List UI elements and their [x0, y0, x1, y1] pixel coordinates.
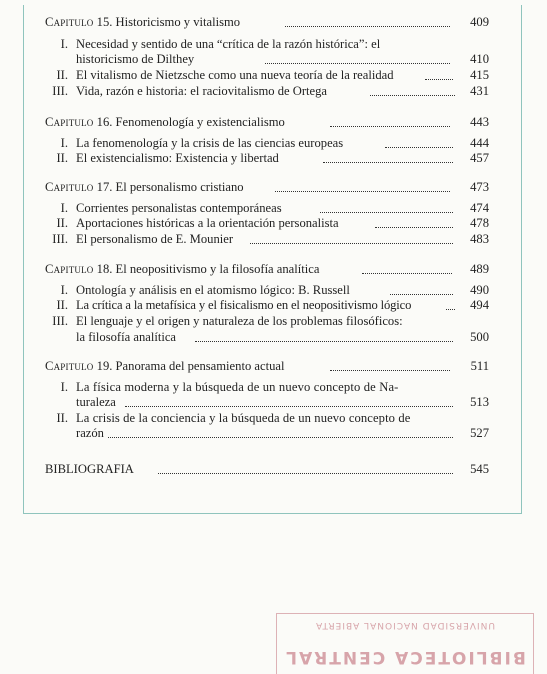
leader-dots	[250, 243, 453, 244]
leader-dots	[446, 309, 455, 310]
leader-dots	[425, 79, 453, 80]
page-number: 409	[470, 15, 489, 29]
leader-dots	[323, 162, 453, 163]
leader-dots	[158, 473, 453, 474]
leader-dots	[362, 273, 452, 274]
leader-dots	[370, 95, 455, 96]
chapter-title: Capitulo 17. El personalismo cristiano	[45, 180, 244, 194]
chapter-title: Capitulo 16. Fenomenología y existencialismo	[45, 115, 285, 129]
leader-dots	[108, 437, 453, 438]
bibliography-label: BIBLIOGRAFIA	[45, 462, 134, 476]
leader-dots	[125, 406, 453, 407]
leader-dots	[265, 63, 450, 64]
leader-dots	[285, 26, 450, 27]
leader-dots	[330, 126, 450, 127]
leader-dots	[390, 294, 453, 295]
leader-dots	[195, 341, 453, 342]
library-stamp: UNIVERSIDAD NACIONAL ABIERTA BIBLIOTECA CENTRAL	[276, 613, 534, 674]
leader-dots	[275, 191, 450, 192]
leader-dots	[375, 227, 453, 228]
bibliography-page: 545	[470, 462, 489, 476]
chapter-title: Capitulo 15. Historicismo y vitalismo	[45, 15, 241, 29]
chapter-title: Capitulo 18. El neopositivismo y la filosofía analítica	[45, 262, 320, 276]
chapter-title: Capitulo 19. Panorama del pensamiento actual	[45, 359, 285, 373]
leader-dots	[385, 147, 453, 148]
leader-dots	[320, 212, 453, 213]
leader-dots	[330, 370, 450, 371]
